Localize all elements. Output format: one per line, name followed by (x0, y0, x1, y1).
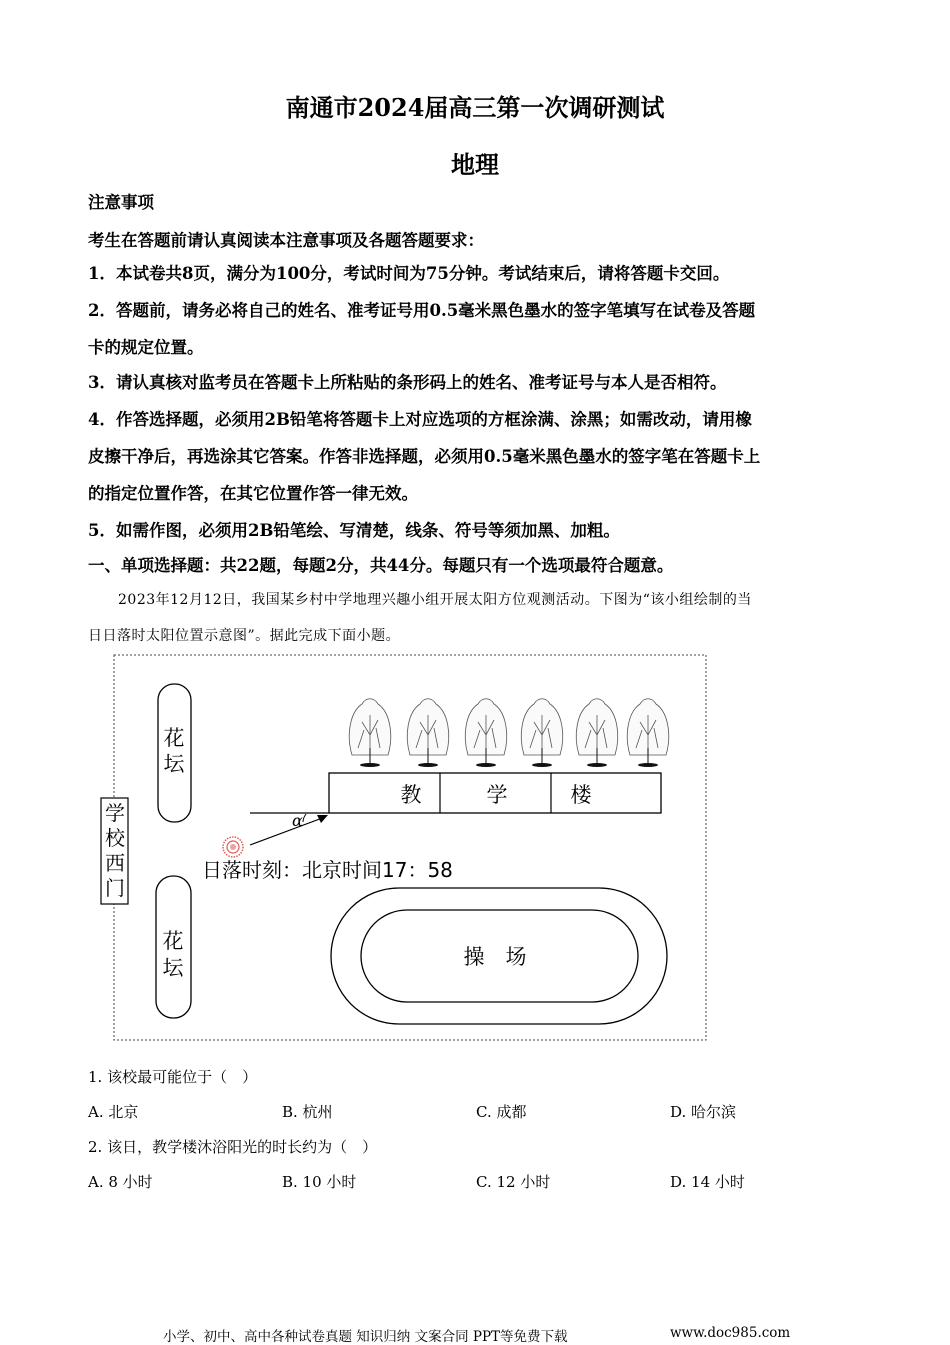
intro-line-2: 日日落时太阳位置示意图”。据此完成下面小题。 (88, 628, 401, 644)
flowerbed-top-char: 坛 (163, 752, 185, 776)
question-2-option-d: D. 14 小时 (670, 1173, 745, 1191)
subject-title: 地理 (451, 150, 499, 179)
flowerbed-bottom-char: 花 (162, 929, 184, 953)
notice-line: 2．答题前，请务必将自己的姓名、准考证号用0.5毫米黑色墨水的签字笔填写在试卷及答题 (88, 301, 756, 320)
question-1-option-c: C. 成都 (476, 1103, 527, 1121)
angle-alpha-label: α (292, 811, 303, 830)
notice-line: 3．请认真核对监考员在答题卡上所粘贴的条形码上的姓名、准考证号与本人是否相符。 (88, 373, 727, 392)
notice-line: 皮擦干净后，再选涂其它答案。作答非选择题，必须用0.5毫米黑色墨水的签字笔在答题卡上 (88, 447, 761, 466)
section-heading: 一、单项选择题：共22题，每题2分，共44分。每题只有一个选项最符合题意。 (88, 556, 674, 575)
flowerbed-bottom-char: 坛 (162, 956, 184, 980)
west-gate-char: 学 (105, 801, 125, 825)
building-char: 楼 (570, 783, 592, 807)
tree-icon (349, 699, 391, 767)
question-2-option-a: A. 8 小时 (88, 1173, 153, 1191)
intro-line-1: 2023年12月12日，我国某乡村中学地理兴趣小组开展太阳方位观测活动。下图为“该小组绘制的当 (118, 592, 752, 608)
sunset-time-label: 日落时刻：北京时间17：58 (202, 858, 453, 882)
question-2-option-c: C. 12 小时 (476, 1173, 551, 1191)
notice-line: 考生在答题前请认真阅读本注意事项及各题答题要求： (88, 231, 484, 250)
notice-heading: 注意事项 (88, 193, 154, 212)
notice-line: 5．如需作图，必须用2B铅笔绘、写清楚，线条、符号等须加黑、加粗。 (88, 521, 620, 540)
question-1-option-d: D. 哈尔滨 (670, 1103, 737, 1121)
tree-icon (407, 699, 449, 767)
sun-icon (223, 837, 243, 857)
west-gate-char: 校 (105, 826, 125, 850)
footer-text: 小学、初中、高中各种试卷真题 知识归纳 文案合同 PPT等免费下载 (163, 1329, 568, 1345)
question-1-option-b: B. 杭州 (282, 1103, 333, 1121)
exam-title: 南通市2024届高三第一次调研测试 (285, 93, 665, 122)
question-2-stem: 2. 该日，教学楼沐浴阳光的时长约为（ ） (88, 1138, 378, 1156)
notice-line: 卡的规定位置。 (88, 338, 204, 357)
sun-ray-line (250, 817, 325, 845)
tree-icon (521, 699, 563, 767)
footer-url-link[interactable]: www.doc985.com (670, 1325, 791, 1341)
tree-icon (465, 699, 507, 767)
notice-line: 的指定位置作答，在其它位置作答一律无效。 (88, 484, 418, 503)
question-1-option-a: A. 北京 (88, 1103, 139, 1121)
angle-arc (303, 814, 306, 822)
flowerbed-top-char: 花 (163, 726, 185, 750)
notice-line: 1．本试卷共8页，满分为100分，考试时间为75分钟。考试结束后，请将答题卡交回。 (88, 264, 730, 283)
tree-icon (576, 699, 618, 767)
playground-label: 操 场 (463, 945, 527, 969)
question-2-option-b: B. 10 小时 (282, 1173, 357, 1191)
notice-line: 4．作答选择题，必须用2B铅笔将答题卡上对应选项的方框涂满、涂黑；如需改动，请用橡 (88, 410, 752, 429)
building-char: 学 (486, 783, 508, 807)
tree-row (349, 699, 669, 767)
building-char: 教 (400, 783, 422, 807)
tree-icon (627, 699, 669, 767)
west-gate-char: 门 (105, 876, 125, 900)
west-gate-char: 西 (105, 851, 125, 875)
question-1-stem: 1. 该校最可能位于（ ） (88, 1068, 258, 1086)
